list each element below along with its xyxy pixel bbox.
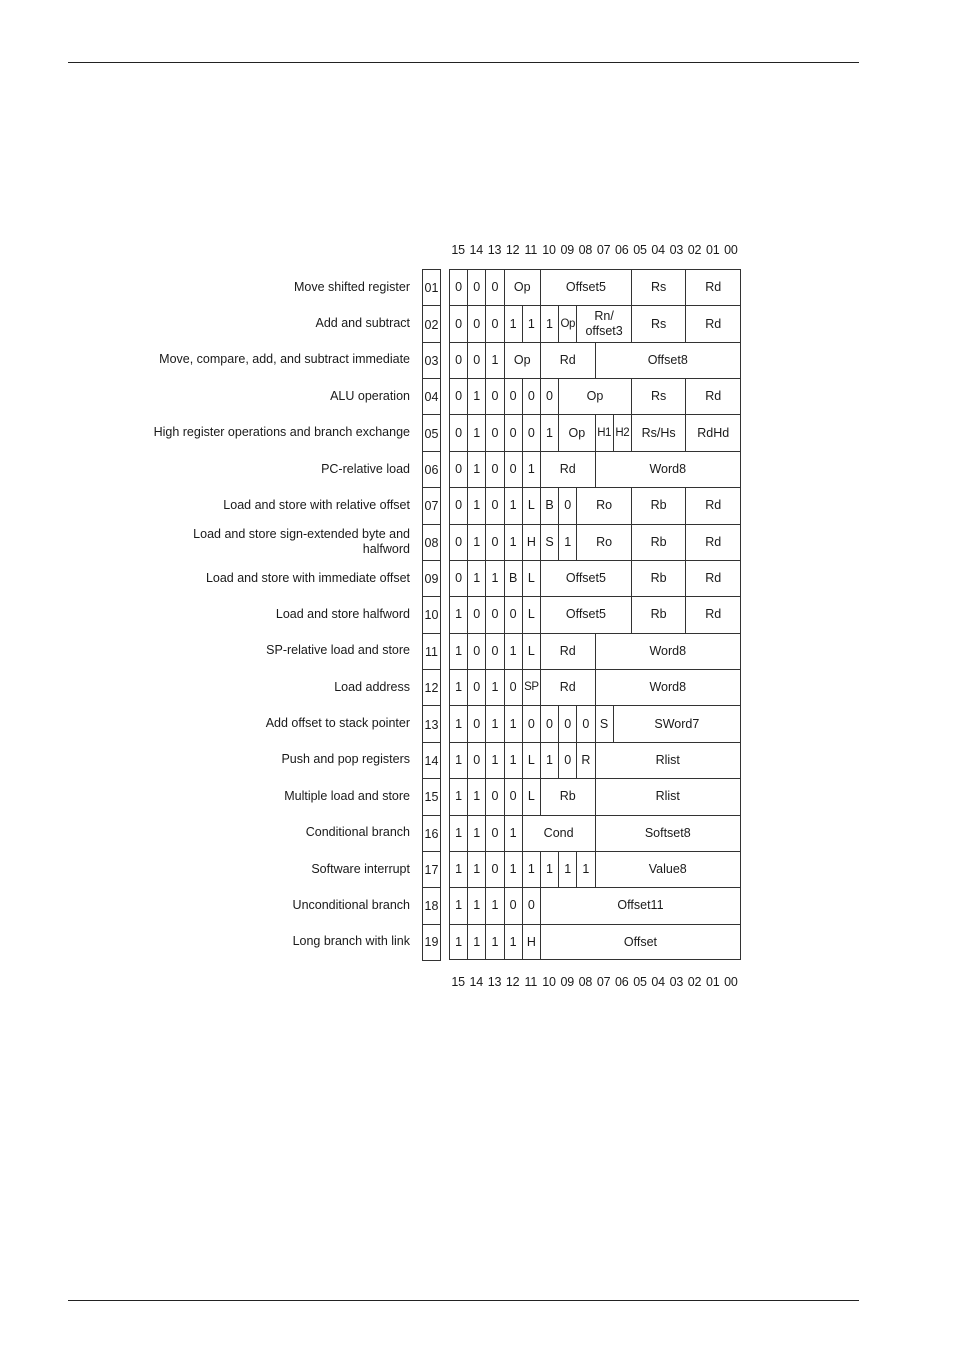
bit-number: 13 <box>487 975 502 989</box>
bit-field: Rs/Hs <box>631 414 686 450</box>
format-row <box>449 305 740 341</box>
bit-field: Rb <box>631 560 686 596</box>
bit-field: Offset5 <box>540 560 631 596</box>
bit-field: Rlist <box>595 778 741 814</box>
bit-field: 1 <box>449 924 467 960</box>
bit-field: Rd <box>685 524 740 560</box>
bit-field: Ro <box>576 524 631 560</box>
bit-field: 0 <box>522 705 540 741</box>
bit-field: B <box>540 487 558 523</box>
bit-field: Rb <box>540 778 595 814</box>
format-number: 19 <box>422 924 441 961</box>
format-label: Multiple load and store <box>284 788 410 803</box>
bit-field: 0 <box>558 742 576 778</box>
bit-field: Op <box>558 414 594 450</box>
bit-field: H1 <box>595 414 613 450</box>
bit-field: Rs <box>631 378 686 414</box>
bit-field: 0 <box>449 414 467 450</box>
format-label: Add offset to stack pointer <box>265 716 410 731</box>
format-label: High register operations and branch exchange <box>153 425 410 440</box>
bit-field: 1 <box>485 887 503 923</box>
bit-number: 13 <box>487 243 502 257</box>
bit-field: 0 <box>449 305 467 341</box>
bit-field: 0 <box>467 342 485 378</box>
format-number: 12 <box>422 669 441 706</box>
bit-field: 0 <box>522 378 540 414</box>
bit-field: 1 <box>467 924 485 960</box>
bit-number: 12 <box>505 243 520 257</box>
format-row <box>449 815 740 851</box>
format-number: 09 <box>422 560 441 597</box>
bit-field: 0 <box>485 596 503 632</box>
format-label: Load and store halfword <box>275 606 410 621</box>
bit-field: 0 <box>449 487 467 523</box>
bit-field: 0 <box>504 778 522 814</box>
bit-number: 06 <box>615 975 629 989</box>
bit-field: 0 <box>467 633 485 669</box>
format-label: Software interrupt <box>311 861 410 876</box>
bit-field: 0 <box>522 414 540 450</box>
bit-number: 10 <box>542 243 556 257</box>
bit-number: 03 <box>669 243 684 257</box>
bit-number: 05 <box>633 243 647 257</box>
format-row <box>449 269 740 305</box>
bit-field: 1 <box>485 742 503 778</box>
format-row <box>449 778 740 814</box>
bit-field: Rd <box>685 560 740 596</box>
bit-field: 1 <box>467 451 485 487</box>
bit-field: 0 <box>504 596 522 632</box>
bit-field: Cond <box>522 815 595 851</box>
bit-field: SP <box>522 669 540 705</box>
bit-field: Offset8 <box>595 342 741 378</box>
bit-field: 1 <box>467 414 485 450</box>
format-label: Load and store sign-extended byte and halfword <box>193 526 410 556</box>
bit-field: 1 <box>504 487 522 523</box>
format-number: 11 <box>422 633 441 670</box>
bit-field: 0 <box>467 269 485 305</box>
bit-number: 09 <box>560 243 574 257</box>
bit-field: 0 <box>449 342 467 378</box>
format-number: 04 <box>422 378 441 415</box>
bit-field: 0 <box>467 305 485 341</box>
bit-field: Offset11 <box>540 887 740 923</box>
format-number: 14 <box>422 742 441 779</box>
bit-field: 1 <box>467 887 485 923</box>
bit-number: 01 <box>705 975 720 989</box>
format-label: Conditional branch <box>305 825 410 840</box>
bit-field: 1 <box>522 305 540 341</box>
bit-number: 07 <box>596 243 611 257</box>
bit-field: 1 <box>540 742 558 778</box>
bit-number: 01 <box>705 243 720 257</box>
bit-field: Rd <box>540 669 595 705</box>
bit-field: 1 <box>449 596 467 632</box>
bit-field: Rb <box>631 524 686 560</box>
bit-field: 0 <box>449 269 467 305</box>
bit-field: L <box>522 596 540 632</box>
format-row <box>449 669 740 705</box>
bit-field: 0 <box>449 451 467 487</box>
format-number: 16 <box>422 815 441 852</box>
format-row <box>449 560 740 596</box>
bit-field: 0 <box>558 487 576 523</box>
bit-field: 0 <box>485 378 503 414</box>
format-number: 13 <box>422 705 441 742</box>
format-number: 05 <box>422 414 441 451</box>
bit-number: 00 <box>724 243 738 257</box>
bit-field: 0 <box>576 705 594 741</box>
bit-number: 04 <box>651 243 665 257</box>
bit-field: Op <box>558 378 631 414</box>
bit-field: 1 <box>467 851 485 887</box>
bit-field: Rd <box>540 342 595 378</box>
bit-number: 05 <box>633 975 647 989</box>
format-label: Add and subtract <box>315 316 410 331</box>
bit-field: 1 <box>504 633 522 669</box>
bit-field: 0 <box>467 669 485 705</box>
bit-field: RdHd <box>685 414 740 450</box>
bit-field: 1 <box>485 342 503 378</box>
format-row <box>449 705 740 741</box>
format-row <box>449 524 740 560</box>
format-row <box>449 596 740 632</box>
bit-field: Rd <box>540 633 595 669</box>
bit-field: 0 <box>504 887 522 923</box>
format-label: Move shifted register <box>293 279 410 294</box>
format-label: Long branch with link <box>292 934 410 949</box>
bit-field: 0 <box>467 596 485 632</box>
bit-field: 0 <box>449 524 467 560</box>
format-label: Load and store with immediate offset <box>205 570 410 585</box>
bit-field: Value8 <box>595 851 741 887</box>
bit-number: 00 <box>724 975 738 989</box>
bit-field: S <box>540 524 558 560</box>
bit-field: 1 <box>504 815 522 851</box>
bit-field: H <box>522 924 540 960</box>
bit-field: 1 <box>449 742 467 778</box>
bit-number: 14 <box>469 243 484 257</box>
format-number: 10 <box>422 596 441 633</box>
bit-number: 11 <box>524 243 538 257</box>
bit-numbers-top <box>449 243 740 259</box>
bit-number: 15 <box>451 975 465 989</box>
bit-number: 11 <box>524 975 538 989</box>
bit-field: Rd <box>685 378 740 414</box>
bit-number: 02 <box>687 243 702 257</box>
bit-field: 1 <box>522 851 540 887</box>
bit-field: Rd <box>685 269 740 305</box>
bit-field: Rd <box>685 596 740 632</box>
bit-field: Op <box>558 305 576 341</box>
bit-field: Rd <box>685 487 740 523</box>
bit-number: 04 <box>651 975 665 989</box>
bit-field: Word8 <box>595 451 741 487</box>
bit-field: Rs <box>631 269 686 305</box>
format-number: 06 <box>422 451 441 488</box>
bit-field: SWord7 <box>613 705 740 741</box>
bit-field: 0 <box>558 705 576 741</box>
bit-field: 0 <box>485 633 503 669</box>
bit-field: Rb <box>631 487 686 523</box>
bit-field: 1 <box>540 305 558 341</box>
bit-field: 1 <box>467 378 485 414</box>
bit-field: 0 <box>522 887 540 923</box>
bit-field: 0 <box>504 451 522 487</box>
bit-field: 0 <box>449 560 467 596</box>
bit-field: 1 <box>449 633 467 669</box>
bit-number: 06 <box>615 243 629 257</box>
bit-field: 0 <box>504 669 522 705</box>
bit-field: 1 <box>449 669 467 705</box>
format-number: 01 <box>422 269 441 306</box>
bit-field: 0 <box>504 378 522 414</box>
bit-field: Word8 <box>595 633 741 669</box>
bit-field: 0 <box>485 524 503 560</box>
bit-field: Rd <box>540 451 595 487</box>
bit-field: 0 <box>485 305 503 341</box>
bit-field: Offset5 <box>540 596 631 632</box>
bit-field: 1 <box>467 487 485 523</box>
bit-field: Softset8 <box>595 815 741 851</box>
bit-field: 1 <box>504 705 522 741</box>
format-label: Move, compare, add, and subtract immediate <box>159 352 410 367</box>
bit-field: 0 <box>485 815 503 851</box>
bit-field: 1 <box>449 887 467 923</box>
bit-field: 1 <box>522 451 540 487</box>
bit-field: L <box>522 778 540 814</box>
bit-field: L <box>522 487 540 523</box>
format-row <box>449 451 740 487</box>
bit-number: 03 <box>669 975 684 989</box>
bit-field: L <box>522 633 540 669</box>
format-number: 07 <box>422 487 441 524</box>
bit-field: 1 <box>467 778 485 814</box>
bit-field: 1 <box>485 924 503 960</box>
bit-field: 1 <box>558 524 576 560</box>
bit-field: 1 <box>485 669 503 705</box>
bit-field: 0 <box>485 451 503 487</box>
bit-field: 1 <box>467 524 485 560</box>
format-row <box>449 342 740 378</box>
bit-field: L <box>522 742 540 778</box>
bit-field: Rn/ offset3 <box>576 305 631 341</box>
bit-number: 15 <box>451 243 465 257</box>
bit-field: 1 <box>485 705 503 741</box>
bit-field: 1 <box>449 851 467 887</box>
bit-field: Ro <box>576 487 631 523</box>
bit-field: 0 <box>540 705 558 741</box>
format-row <box>449 414 740 450</box>
bit-field: 0 <box>485 414 503 450</box>
bit-number: 14 <box>469 975 484 989</box>
bit-field: Op <box>504 269 540 305</box>
bit-field: 1 <box>449 705 467 741</box>
format-number: 02 <box>422 305 441 342</box>
bit-field: S <box>595 705 613 741</box>
bit-field: Rlist <box>595 742 741 778</box>
bit-field: 1 <box>449 815 467 851</box>
header-rule <box>68 62 859 63</box>
bit-field: 0 <box>485 269 503 305</box>
bit-field: 1 <box>558 851 576 887</box>
bit-field: B <box>504 560 522 596</box>
bit-field: 1 <box>576 851 594 887</box>
bit-field: 1 <box>504 305 522 341</box>
bit-numbers-bottom <box>449 975 740 991</box>
bit-field: 1 <box>504 851 522 887</box>
bit-field: Offset5 <box>540 269 631 305</box>
format-row <box>449 742 740 778</box>
bit-field: 1 <box>449 778 467 814</box>
format-row <box>449 633 740 669</box>
bit-field: 1 <box>540 851 558 887</box>
bit-number: 09 <box>560 975 574 989</box>
format-row <box>449 851 740 887</box>
bit-number: 08 <box>578 243 593 257</box>
bit-field: Word8 <box>595 669 741 705</box>
bit-field: 1 <box>504 524 522 560</box>
bit-field: Rs <box>631 305 686 341</box>
format-label: PC-relative load <box>321 461 410 476</box>
bit-field: 1 <box>504 742 522 778</box>
format-row <box>449 487 740 523</box>
bit-field: H2 <box>613 414 631 450</box>
bit-field: 0 <box>467 705 485 741</box>
bit-field: Rd <box>685 305 740 341</box>
bit-field: Rb <box>631 596 686 632</box>
bit-field: 0 <box>485 778 503 814</box>
bit-field: 1 <box>540 414 558 450</box>
bit-field: 0 <box>467 742 485 778</box>
format-number: 03 <box>422 342 441 379</box>
format-row <box>449 887 740 923</box>
footer-rule <box>68 1300 859 1301</box>
bit-field: L <box>522 560 540 596</box>
bit-field: H <box>522 524 540 560</box>
format-row <box>449 924 740 960</box>
bit-field: 1 <box>467 815 485 851</box>
format-label: Push and pop registers <box>281 752 410 767</box>
format-number: 08 <box>422 524 441 561</box>
format-label: SP-relative load and store <box>266 643 410 658</box>
format-number: 18 <box>422 887 441 924</box>
bit-number: 12 <box>505 975 520 989</box>
bit-field: 1 <box>467 560 485 596</box>
bit-field: 0 <box>540 378 558 414</box>
format-label: Load address <box>334 679 410 694</box>
bit-number: 07 <box>596 975 611 989</box>
bit-field: Offset <box>540 924 740 960</box>
bit-number: 02 <box>687 975 702 989</box>
bit-field: Op <box>504 342 540 378</box>
bit-field: 0 <box>485 487 503 523</box>
bit-field: 0 <box>485 851 503 887</box>
format-number: 17 <box>422 851 441 888</box>
bit-field: 1 <box>504 924 522 960</box>
bit-number: 10 <box>542 975 556 989</box>
bit-number: 08 <box>578 975 593 989</box>
bit-field: 0 <box>449 378 467 414</box>
format-label: Load and store with relative offset <box>223 497 410 512</box>
format-label: ALU operation <box>330 388 410 403</box>
bit-field: R <box>576 742 594 778</box>
bit-field: 1 <box>485 560 503 596</box>
format-number: 15 <box>422 778 441 815</box>
format-label: Unconditional branch <box>292 897 410 912</box>
format-row <box>449 378 740 414</box>
bit-field: 0 <box>504 414 522 450</box>
